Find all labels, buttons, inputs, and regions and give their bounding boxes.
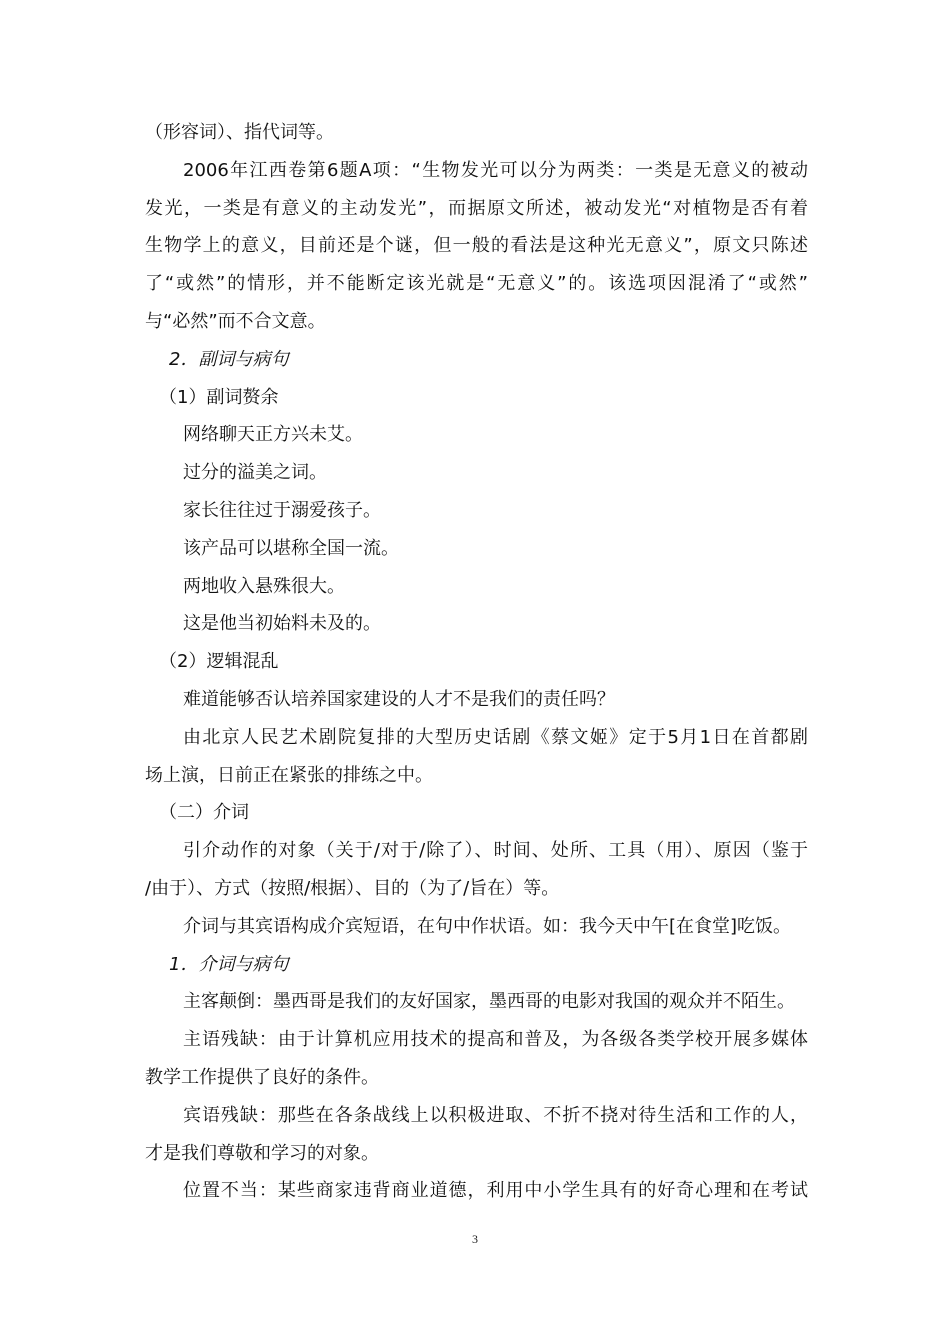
subsection-heading: （1）副词赘余 xyxy=(159,386,279,408)
paragraph-line: /由于）、方式（按照/根据）、目的（为了/旨在）等。 xyxy=(145,877,560,899)
example-sentence: 这是他当初始料未及的。 xyxy=(183,613,381,635)
paragraph-line: 2006年江西卷第6题A项：“生物发光可以分为两类：一类是无意义的被动 xyxy=(183,159,808,181)
page-number: 3 xyxy=(472,1232,478,1246)
paragraph-line: 发光，一类是有意义的主动发光”，而据原文所述，被动发光“对植物是否有着 xyxy=(145,197,808,219)
example-sentence: 难道能够否认培养国家建设的人才不是我们的责任吗？ xyxy=(183,688,615,710)
example-sentence: 家长往往过于溺爱孩子。 xyxy=(183,499,381,521)
paragraph-line: 了“或然”的情形，并不能断定该光就是“无意义”的。该选项因混淆了“或然” xyxy=(145,273,808,295)
paragraph-line: 引介动作的对象（关于/对于/除了）、时间、处所、工具（用）、原因（鉴于 xyxy=(183,840,808,862)
text-line: （形容词）、指代词等。 xyxy=(145,122,334,143)
paragraph-line: 才是我们尊敬和学习的对象。 xyxy=(145,1142,379,1164)
page-body xyxy=(145,114,808,1210)
paragraph-line: 位置不当：某些商家违背商业道德，利用中小学生具有的好奇心理和在考试 xyxy=(183,1180,808,1202)
example-sentence: 该产品可以堪称全国一流。 xyxy=(183,537,399,559)
paragraph-line: 由北京人民艺术剧院复排的大型历史话剧《蔡文姬》定于5月1日在首都剧 xyxy=(183,726,808,748)
paragraph-line: 宾语残缺：那些在各条战线上以积极进取、不折不挠对待生活和工作的人， xyxy=(183,1104,808,1126)
example-sentence: 两地收入悬殊很大。 xyxy=(183,575,345,597)
paragraph-line: 与“必然”而不合文意。 xyxy=(145,310,326,332)
section-heading: 2．副词与病句 xyxy=(169,348,289,370)
paragraph-line: 生物学上的意义，目前还是个谜，但一般的看法是这种光无意义”，原文只陈述 xyxy=(145,235,808,257)
section-heading: 1．介词与病句 xyxy=(169,953,289,975)
paragraph-line: 介词与其宾语构成介宾短语，在句中作状语。如：我今天中午[在食堂]吃饭。 xyxy=(183,915,792,937)
example-sentence: 主客颠倒：墨西哥是我们的友好国家，墨西哥的电影对我国的观众并不陌生。 xyxy=(183,991,795,1013)
example-sentence: 网络聊天正方兴未艾。 xyxy=(183,424,363,446)
subsection-heading: （2）逻辑混乱 xyxy=(159,651,279,673)
paragraph-line: 主语残缺：由于计算机应用技术的提高和普及，为各级各类学校开展多媒体 xyxy=(183,1029,808,1051)
paragraph-line: 场上演，日前正在紧张的排练之中。 xyxy=(145,764,433,786)
paragraph-line: 教学工作提供了良好的条件。 xyxy=(145,1066,379,1088)
section-heading: （二）介词 xyxy=(159,802,249,824)
example-sentence: 过分的溢美之词。 xyxy=(183,462,327,484)
